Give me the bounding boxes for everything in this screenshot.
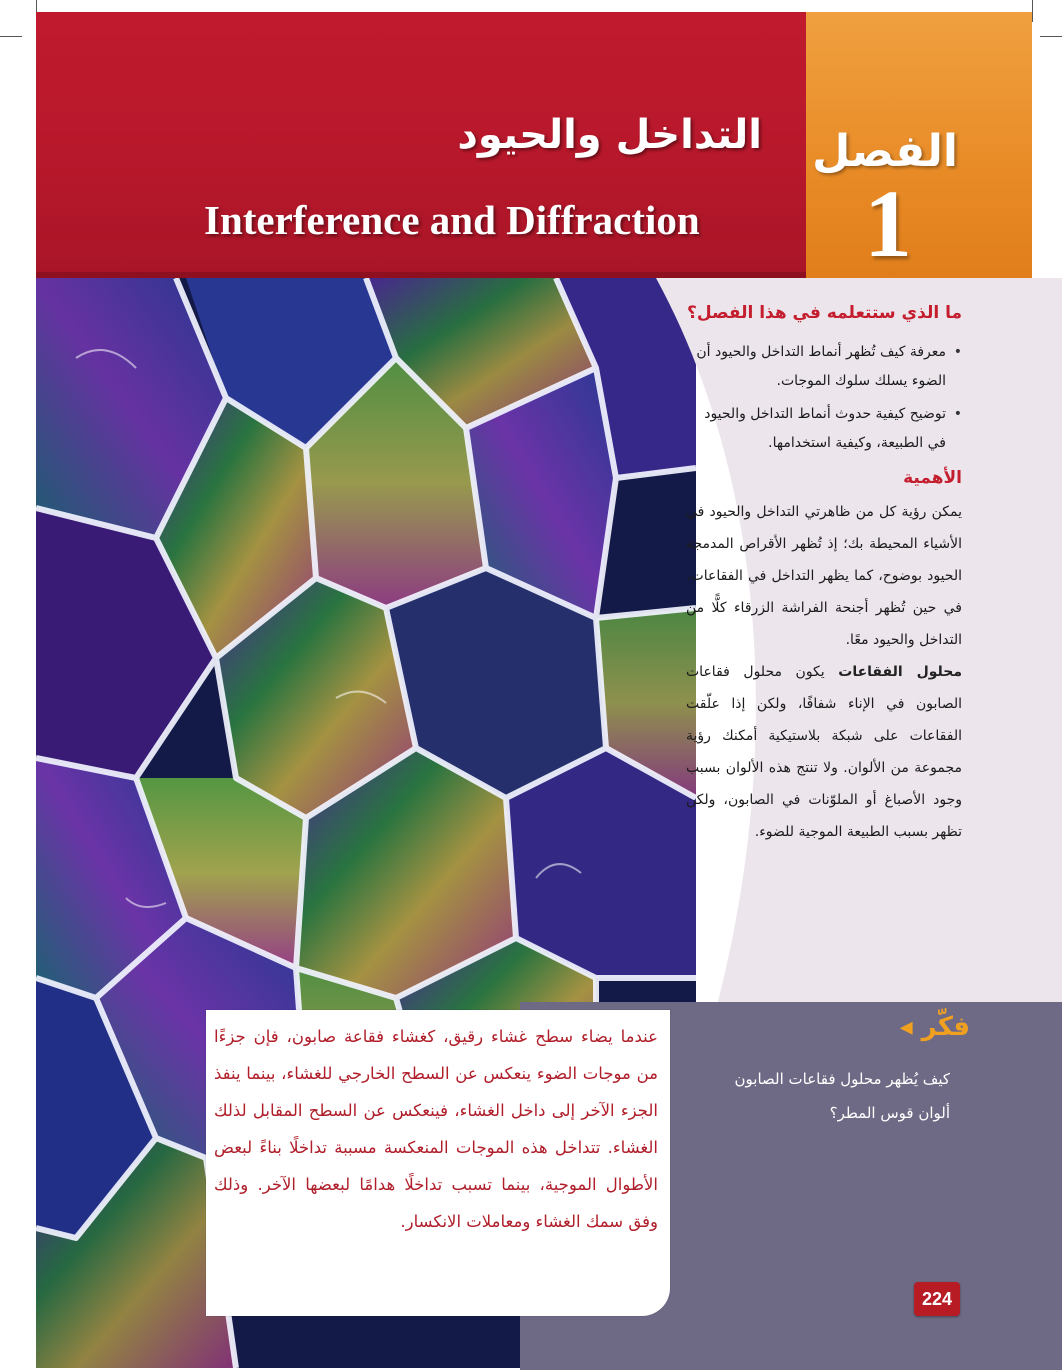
chapter-label: الفصل <box>812 126 958 177</box>
objective-item: • معرفة كيف تُظهر أنماط التداخل والحيود أن الضوء يسلك سلوك الموجات. <box>686 338 962 396</box>
crop-mark <box>1040 36 1062 37</box>
bubbles-lead: محلول الفقاعات <box>838 664 963 680</box>
think-heading: فكّر ◂ <box>899 1012 970 1042</box>
photo-caption-box <box>206 1010 670 1316</box>
crop-mark <box>1032 0 1033 22</box>
page-number: 224 <box>914 1282 960 1316</box>
bubbles-paragraph <box>686 656 962 848</box>
importance-heading: الأهمية <box>903 468 962 488</box>
chapter-title-arabic: التداخل والحيود <box>457 112 762 158</box>
importance-text: يمكن رؤية كل من ظاهرتي التداخل والحيود في الأشياء المحيطة بك؛ إذ تُظهر الأقراص المدمجة الحيود بوضوح، كما يظهر التداخل في الفقاعات، في حين تُظهر أجنحة الفراشة الزرقاء كلًّا من التداخل والحيود معًا. <box>686 504 962 648</box>
objectives-sidebar <box>686 290 962 848</box>
objectives-heading: ما الذي ستتعلمه في هذا الفصل؟ <box>687 303 962 323</box>
think-question: كيف يُظهر محلول فقاعات الصابون ألوان قوس المطر؟ <box>734 1070 950 1122</box>
bubbles-text: يكون محلول فقاعات الصابون في الإناء شفافًا، ولكن إذا علّقت الفقاعات على شبكة بلاستيكية أمكنك رؤية مجموعة من الألوان. ولا تنتج هذه الألوان بسبب وجود الأصباغ أو الملوّنات في الصابون، ولكن تظهر بسبب الطبيعة الموجية للضوء. <box>686 664 962 840</box>
chapter-number: 1 <box>864 170 912 277</box>
crop-mark <box>0 36 22 37</box>
objectives-list <box>686 338 962 458</box>
photo-caption: عندما يضاء سطح غشاء رقيق، كغشاء فقاعة صابون، فإن جزءًا من موجات الضوء ينعكس عن السطح الخارجي للغشاء، بينما ينفذ الجزء الآخر إلى داخل الغشاء، فينعكس عن السطح المقابل لذلك الغشاء. تتداخل هذه الموجات المنعكسة مسببة تداخلًا بناءً لبعض الأطوال الموجية، بينما تسبب تداخلًا هدامًا لبعضها الآخر. وذلك وفق سمك الغشاء ومعاملات الانكسار. <box>214 1027 658 1231</box>
chapter-title-english: Interference and Diffraction <box>204 197 700 243</box>
objective-item: • توضيح كيفية حدوث أنماط التداخل والحيود في الطبيعة، وكيفية استخدامها. <box>686 400 962 458</box>
